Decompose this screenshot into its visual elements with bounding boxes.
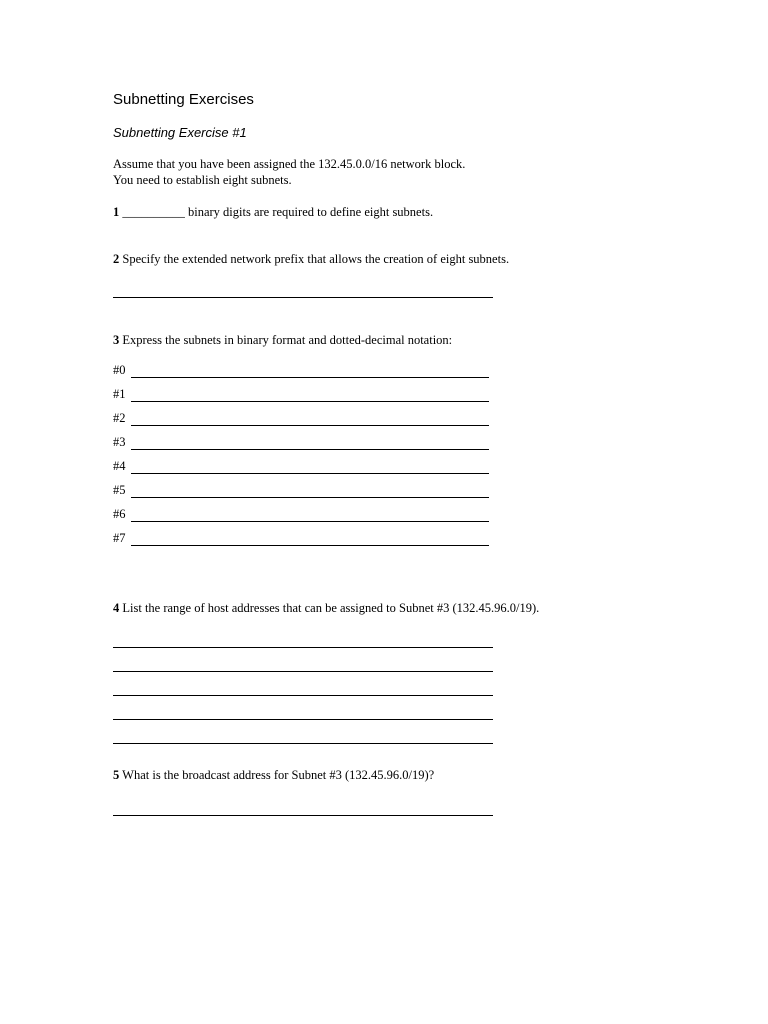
intro-line-2: You need to establish eight subnets. (113, 173, 292, 187)
question-5-answer-line[interactable] (113, 815, 493, 816)
subnet-answer-line[interactable] (131, 473, 489, 474)
question-4-answer-line[interactable] (113, 743, 493, 744)
question-1-number: 1 (113, 205, 120, 219)
question-2-number: 2 (113, 252, 120, 266)
question-1-text: binary digits are required to define eight subnets. (184, 205, 434, 219)
question-4-answer-line[interactable] (113, 647, 493, 648)
question-4-answer-line[interactable] (113, 695, 493, 696)
question-3-text: Express the subnets in binary format and dotted-decimal notation: (119, 333, 453, 347)
subnet-label: #6 (113, 507, 126, 521)
question-2 (113, 252, 509, 267)
question-5 (113, 768, 434, 783)
question-3 (113, 333, 452, 348)
question-4-answer-line[interactable] (113, 671, 493, 672)
page-title: Subnetting Exercises (113, 91, 254, 108)
question-5-number: 5 (113, 768, 120, 782)
question-4 (113, 601, 539, 616)
question-4-text: List the range of host addresses that can be assigned to Subnet #3 (132.45.96.0/19). (119, 601, 540, 615)
question-2-answer-line[interactable] (113, 297, 493, 298)
subnet-answer-line[interactable] (131, 497, 489, 498)
question-5-text: What is the broadcast address for Subnet #3 (132.45.96.0/19)? (119, 768, 435, 782)
question-1-answer-blank[interactable]: __________ (122, 205, 185, 219)
question-3-number: 3 (113, 333, 120, 347)
subnet-answer-line[interactable] (131, 521, 489, 522)
subnet-label: #1 (113, 387, 126, 401)
subnet-answer-line[interactable] (131, 401, 489, 402)
question-2-text: Specify the extended network prefix that allows the creation of eight subnets. (119, 252, 510, 266)
subnet-answer-line[interactable] (131, 449, 489, 450)
exercise-title: Subnetting Exercise #1 (113, 125, 247, 140)
subnet-label: #4 (113, 459, 126, 473)
subnet-label: #2 (113, 411, 126, 425)
subnet-answer-line[interactable] (131, 545, 489, 546)
subnet-label: #3 (113, 435, 126, 449)
subnet-answer-line[interactable] (131, 425, 489, 426)
subnet-label: #7 (113, 531, 126, 545)
question-4-number: 4 (113, 601, 120, 615)
subnet-answer-line[interactable] (131, 377, 489, 378)
question-1 (113, 205, 433, 220)
subnet-label: #5 (113, 483, 126, 497)
intro-line-1: Assume that you have been assigned the 132.45.0.0/16 network block. (113, 157, 466, 171)
subnet-label: #0 (113, 363, 126, 377)
question-4-answer-line[interactable] (113, 719, 493, 720)
